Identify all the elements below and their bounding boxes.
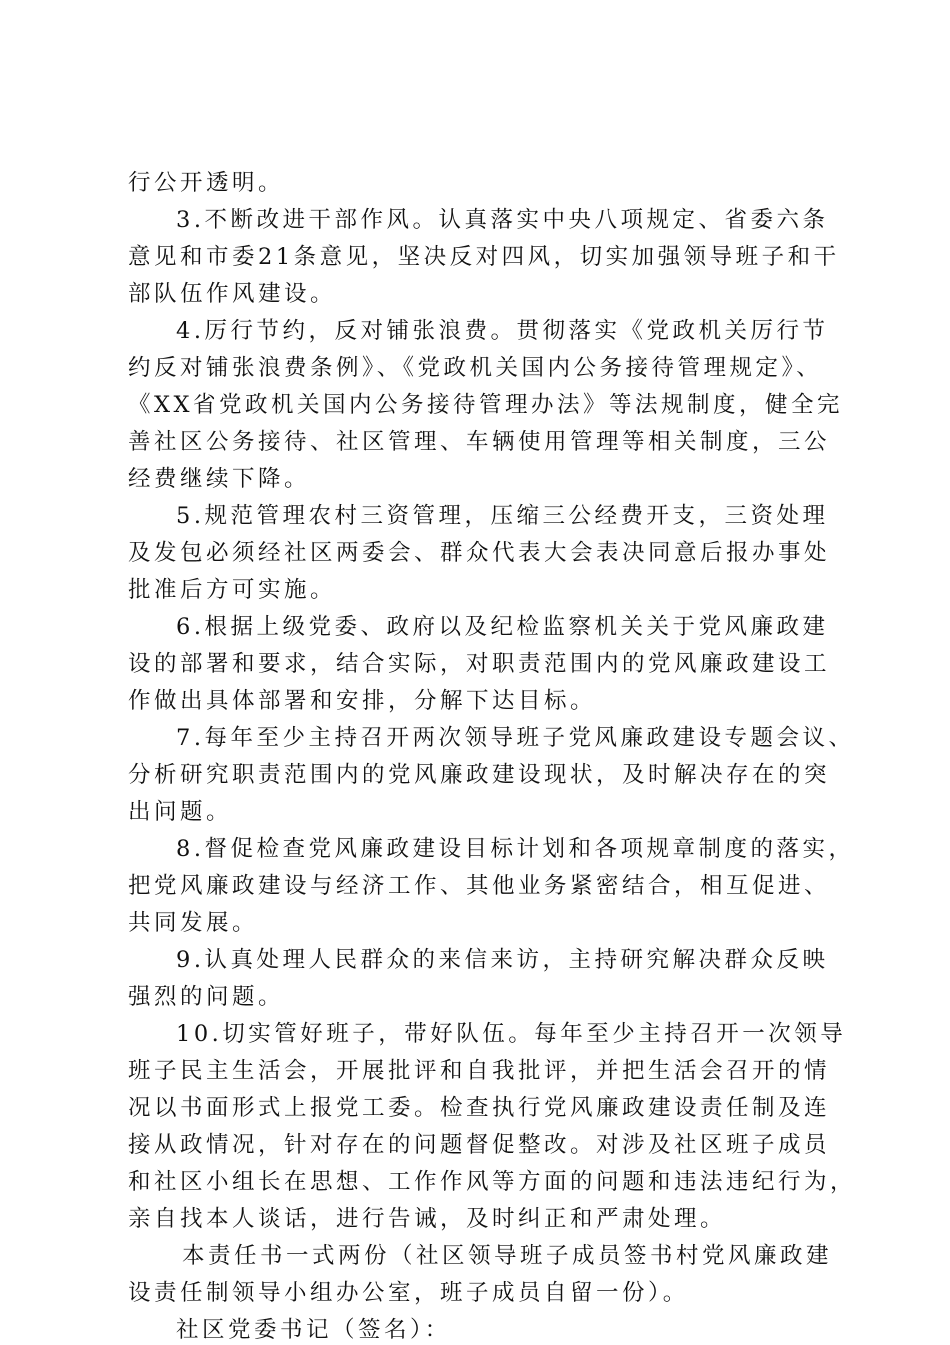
text-line: 《XX省党政机关国内公务接待管理办法》等法规制度，健全完 bbox=[128, 392, 844, 418]
text-line: 8.督促检查党风廉政建设目标计划和各项规章制度的落实， bbox=[176, 836, 855, 862]
text-line: 意见和市委21条意见，坚决反对四风，切实加强领导班子和干 bbox=[128, 244, 840, 270]
text-line: 行公开透明。 bbox=[128, 170, 285, 196]
text-line: 接从政情况，针对存在的问题督促整改。对涉及社区班子成员 bbox=[128, 1132, 831, 1158]
signature-line-secretary: 社区党委书记（签名）： bbox=[176, 1317, 451, 1343]
text-line: 把党风廉政建设与经济工作、其他业务紧密结合，相互促进、 bbox=[128, 873, 831, 899]
text-line: 作做出具体部署和安排，分解下达目标。 bbox=[128, 688, 597, 714]
text-line: 况以书面形式上报党工委。检查执行党风廉政建设责任制及连 bbox=[128, 1095, 831, 1121]
text-line: 设责任制领导小组办公室，班子成员自留一份）。 bbox=[128, 1280, 689, 1306]
text-line: 和社区小组长在思想、工作作风等方面的问题和违法违纪行为， bbox=[128, 1169, 857, 1195]
text-line: 10.切实管好班子，带好队伍。每年至少主持召开一次领导 bbox=[176, 1021, 847, 1047]
text-line: 本责任书一式两份（社区领导班子成员签书村党风廉政建 bbox=[182, 1243, 833, 1269]
text-line: 6.根据上级党委、政府以及纪检监察机关关于党风廉政建 bbox=[176, 614, 829, 640]
text-line: 强烈的问题。 bbox=[128, 984, 285, 1010]
text-line: 班子民主生活会，开展批评和自我批评，并把生活会召开的情 bbox=[128, 1058, 831, 1084]
text-line: 7.每年至少主持召开两次领导班子党风廉政建设专题会议、 bbox=[176, 725, 855, 751]
text-line: 3.不断改进干部作风。认真落实中央八项规定、省委六条 bbox=[176, 207, 829, 233]
text-line: 亲自找本人谈话，进行告诫，及时纠正和严肃处理。 bbox=[128, 1206, 727, 1232]
text-line: 部队伍作风建设。 bbox=[128, 281, 337, 307]
text-line: 及发包必须经社区两委会、群众代表大会表决同意后报办事处 bbox=[128, 540, 831, 566]
text-line: 分析研究职责范围内的党风廉政建设现状，及时解决存在的突 bbox=[128, 762, 831, 788]
text-line: 善社区公务接待、社区管理、车辆使用管理等相关制度，三公 bbox=[128, 429, 831, 455]
text-line: 批准后方可实施。 bbox=[128, 577, 337, 603]
text-line: 经费继续下降。 bbox=[128, 466, 311, 492]
text-line: 9.认真处理人民群众的来信来访，主持研究解决群众反映 bbox=[176, 947, 829, 973]
text-line: 约反对铺张浪费条例》、《党政机关国内公务接待管理规定》、 bbox=[128, 355, 823, 381]
text-line: 出问题。 bbox=[128, 799, 233, 825]
text-line: 5.规范管理农村三资管理，压缩三公经费开支，三资处理 bbox=[176, 503, 829, 529]
text-line: 共同发展。 bbox=[128, 910, 259, 936]
text-line: 设的部署和要求，结合实际，对职责范围内的党风廉政建设工 bbox=[128, 651, 831, 677]
text-line: 4.厉行节约，反对铺张浪费。贯彻落实《党政机关厉行节 bbox=[176, 318, 829, 344]
